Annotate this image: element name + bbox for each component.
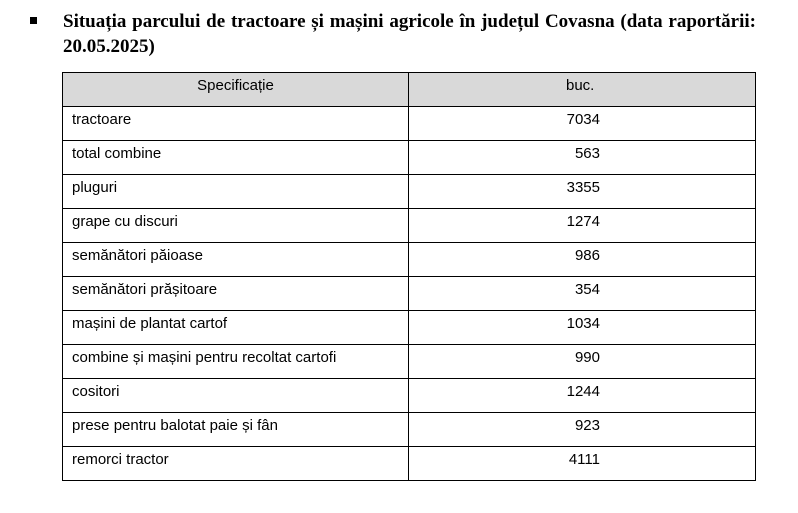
table-row	[63, 345, 756, 379]
row-name-cell	[63, 175, 409, 209]
row-name-cell	[63, 277, 409, 311]
table-row	[63, 311, 756, 345]
row-value: 986	[574, 247, 600, 264]
row-name: mașini de plantat cartof	[72, 315, 228, 332]
row-value: 1274	[566, 213, 600, 230]
row-value: 563	[574, 145, 600, 162]
header-buc	[409, 73, 756, 107]
row-value: 1034	[566, 315, 600, 332]
table-row	[63, 209, 756, 243]
row-value-cell	[409, 311, 756, 345]
table-row	[63, 107, 756, 141]
table-row	[63, 141, 756, 175]
row-name-cell	[63, 379, 409, 413]
row-name: tractoare	[72, 111, 132, 128]
row-name: remorci tractor	[72, 451, 169, 468]
row-name-cell	[63, 345, 409, 379]
row-name: cositori	[72, 383, 120, 400]
row-value-cell	[409, 243, 756, 277]
row-value-cell	[409, 277, 756, 311]
header-specificatie	[63, 73, 409, 107]
row-value: 923	[574, 417, 600, 434]
table-row	[63, 379, 756, 413]
row-name-cell	[63, 447, 409, 481]
tractor-fleet-table	[62, 72, 756, 481]
table-row	[63, 447, 756, 481]
table-row	[63, 175, 756, 209]
row-name: semănători păioase	[72, 247, 203, 264]
row-value: 3355	[566, 179, 600, 196]
header-label: buc.	[566, 77, 595, 94]
row-name: pluguri	[72, 179, 118, 196]
row-name-cell	[63, 243, 409, 277]
row-value: 354	[574, 281, 600, 298]
row-name-cell	[63, 107, 409, 141]
row-name-cell	[63, 209, 409, 243]
row-value: 7034	[566, 111, 600, 128]
row-value-cell	[409, 345, 756, 379]
row-value-cell	[409, 209, 756, 243]
table-row	[63, 413, 756, 447]
row-name: grape cu discuri	[72, 213, 178, 230]
row-value-cell	[409, 413, 756, 447]
row-value: 990	[574, 349, 600, 366]
row-name: prese pentru balotat paie și fân	[72, 417, 278, 434]
square-bullet-icon	[30, 17, 37, 24]
row-value: 1244	[566, 383, 600, 400]
row-name-cell	[63, 141, 409, 175]
row-value: 4111	[568, 451, 600, 468]
row-value-cell	[409, 175, 756, 209]
table-row	[63, 277, 756, 311]
row-name: combine și mașini pentru recoltat cartofi	[72, 349, 337, 366]
row-name-cell	[63, 311, 409, 345]
row-value-cell	[409, 107, 756, 141]
row-value-cell	[409, 379, 756, 413]
document-heading: Situația parcului de tractoare și mașini agricole în județul Covasna (data raportării: 20.05.2025)	[63, 11, 756, 57]
row-name: total combine	[72, 145, 162, 162]
row-value-cell	[409, 447, 756, 481]
row-value-cell	[409, 141, 756, 175]
header-label: Specificație	[197, 77, 274, 94]
row-name-cell	[63, 413, 409, 447]
table-header-row	[63, 73, 756, 107]
row-name: semănători prășitoare	[72, 281, 218, 298]
table-row	[63, 243, 756, 277]
